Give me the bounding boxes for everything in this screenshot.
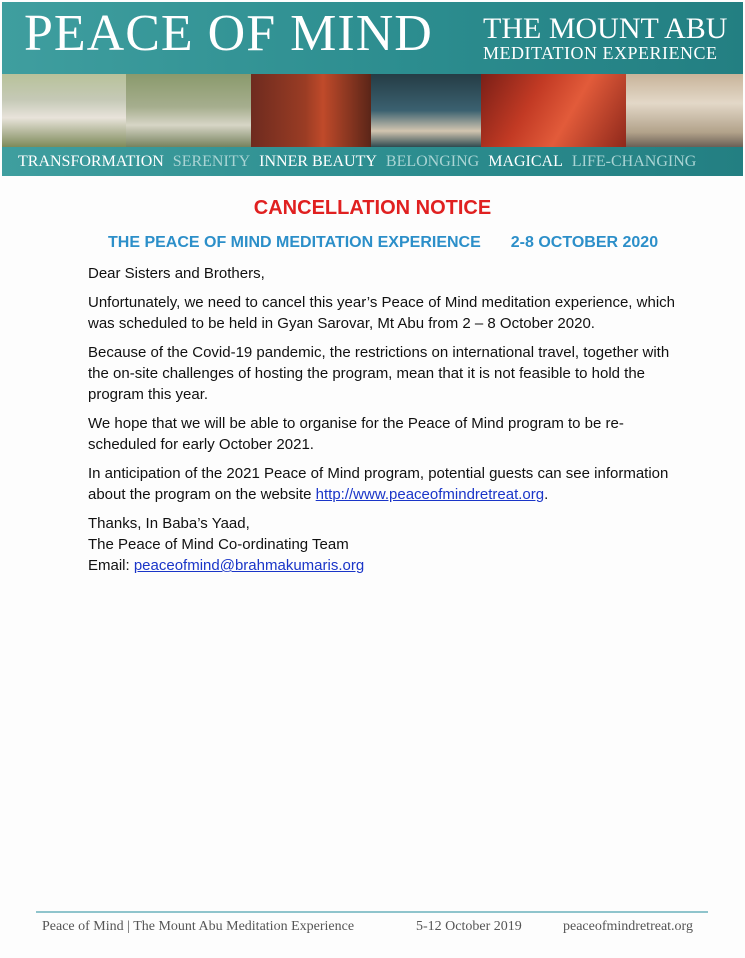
sign-off: Thanks, In Baba’s Yaad, (88, 515, 250, 532)
banner-subtitle-line1: THE MOUNT ABU (483, 12, 728, 45)
header-banner (2, 2, 743, 176)
footer-divider (36, 911, 708, 913)
website-link[interactable]: http://www.peaceofmindretreat.org (315, 486, 545, 503)
tagline-life-changing: LIFE-CHANGING (571, 152, 697, 170)
tagline-transformation: TRANSFORMATION (18, 152, 164, 170)
photo-stage (371, 74, 481, 147)
photo-strip (2, 74, 743, 147)
email-link[interactable]: peaceofmind@brahmakumaris.org (133, 557, 365, 574)
tagline-bar (2, 147, 743, 176)
banner-subtitle-line2: MEDITATION EXPERIENCE (483, 43, 718, 63)
letter-body (88, 263, 678, 576)
tagline-serenity: SERENITY (172, 152, 251, 170)
photo-logo-panel (251, 74, 371, 147)
letter-paragraph-3: We hope that we will be able to organise for the Peace of Mind program to be re-scheduled for early October 2021. (88, 415, 624, 453)
paragraph-4-period: . (544, 486, 549, 503)
email-label: Email: (88, 557, 134, 574)
letter-paragraph-1: Unfortunately, we need to cancel this year’s Peace of Mind meditation experience, which was scheduled to be held in Gyan Sarovar, Mt Abu from 2 – 8 October 2020. (88, 294, 675, 332)
paragraph-4-text: In anticipation of the 2021 Peace of Mind program, potential guests can see information about the program on the website (88, 465, 669, 503)
event-name: THE PEACE OF MIND MEDITATION EXPERIENCE (108, 234, 481, 251)
photo-group-gathering (2, 74, 126, 147)
event-subtitle (108, 234, 658, 252)
email-line (88, 555, 678, 576)
tagline-magical: MAGICAL (488, 152, 563, 170)
letter-greeting: Dear Sisters and Brothers, (88, 265, 265, 282)
team-name: The Peace of Mind Co-ordinating Team (88, 536, 349, 553)
tagline-inner-beauty: INNER BEAUTY (259, 152, 377, 170)
photo-meditation-hall (481, 74, 626, 147)
signature-block (88, 513, 678, 576)
event-dates: 2-8 OCTOBER 2020 (510, 234, 659, 251)
photo-walking-procession (126, 74, 251, 147)
footer-website: peaceofmindretreat.org (563, 919, 693, 934)
banner-title-bar (2, 2, 743, 74)
letter-paragraph-4 (88, 463, 678, 505)
tagline-belonging: BELONGING (385, 152, 480, 170)
letter-paragraph-2: Because of the Covid-19 pandemic, the restrictions on international travel, together with the on-site challenges of hosting the program, mean that it is not feasible to hold the program this year. (88, 344, 670, 403)
footer-dates: 5-12 October 2019 (416, 919, 522, 934)
cancellation-heading: CANCELLATION NOTICE (253, 197, 492, 219)
photo-participants (626, 74, 743, 147)
footer-title: Peace of Mind | The Mount Abu Meditation Experience (42, 919, 355, 934)
banner-title: PEACE OF MIND (24, 5, 433, 62)
